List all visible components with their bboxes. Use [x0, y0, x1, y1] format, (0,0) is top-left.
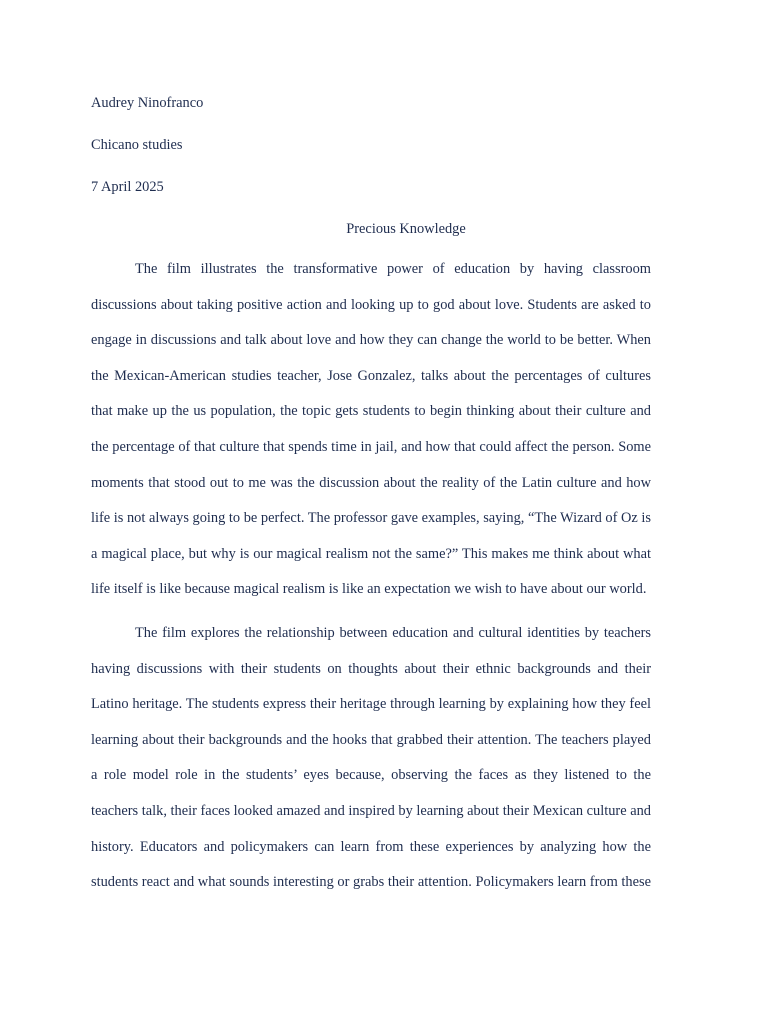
paragraph-line: teachers talk, their faces looked amazed and inspired by learning about their Mexican culture and — [91, 802, 651, 819]
paragraph-2 — [91, 616, 651, 901]
author-name: Audrey Ninofranco — [91, 95, 204, 111]
paragraph-line: history. Educators and policymakers can learn from these experiences by analyzing how the — [91, 838, 651, 855]
course-name: Chicano studies — [91, 137, 183, 153]
paragraph-line: discussions about taking positive action and looking up to god about love. Students are asked to — [91, 296, 651, 313]
paragraph-line: a role model role in the students’ eyes because, observing the faces as they listened to the — [91, 767, 651, 784]
paragraph-line: students react and what sounds interesting or grabs their attention. Policymakers learn from these — [91, 874, 651, 891]
paragraph-line: The film explores the relationship between education and cultural identities by teachers — [135, 625, 651, 641]
paragraph-line: life is not always going to be perfect. The professor gave examples, saying, “The Wizard of Oz is — [91, 510, 651, 527]
essay-title: Precious Knowledge — [346, 221, 466, 237]
paragraph-line: the Mexican-American studies teacher, Jose Gonzalez, talks about the percentages of cultures — [91, 367, 651, 384]
paragraph-line: engage in discussions and talk about love and how they can change the world to be better. When — [91, 332, 651, 349]
paragraph-line: a magical place, but why is our magical realism not the same?” This makes me think about what — [91, 545, 651, 562]
essay-date: 7 April 2025 — [91, 179, 164, 195]
paragraph-1 — [91, 252, 651, 608]
paragraph-line: Latino heritage. The students express their heritage through learning by explaining how they feel — [91, 696, 651, 713]
paragraph-line: The film illustrates the transformative power of education by having classroom — [135, 261, 651, 277]
paragraph-line: moments that stood out to me was the discussion about the reality of the Latin culture and how — [91, 474, 651, 491]
paragraph-line: learning about their backgrounds and the hooks that grabbed their attention. The teachers played — [91, 731, 651, 748]
paragraph-line: having discussions with their students on thoughts about their ethnic backgrounds and their — [91, 660, 651, 677]
paragraph-line: that make up the us population, the topic gets students to begin thinking about their culture and — [91, 403, 651, 420]
paragraph-line: life itself is like because magical realism is like an expectation we wish to have about our world. — [91, 581, 647, 598]
paragraph-line: the percentage of that culture that spends time in jail, and how that could affect the person. Some — [91, 438, 651, 455]
